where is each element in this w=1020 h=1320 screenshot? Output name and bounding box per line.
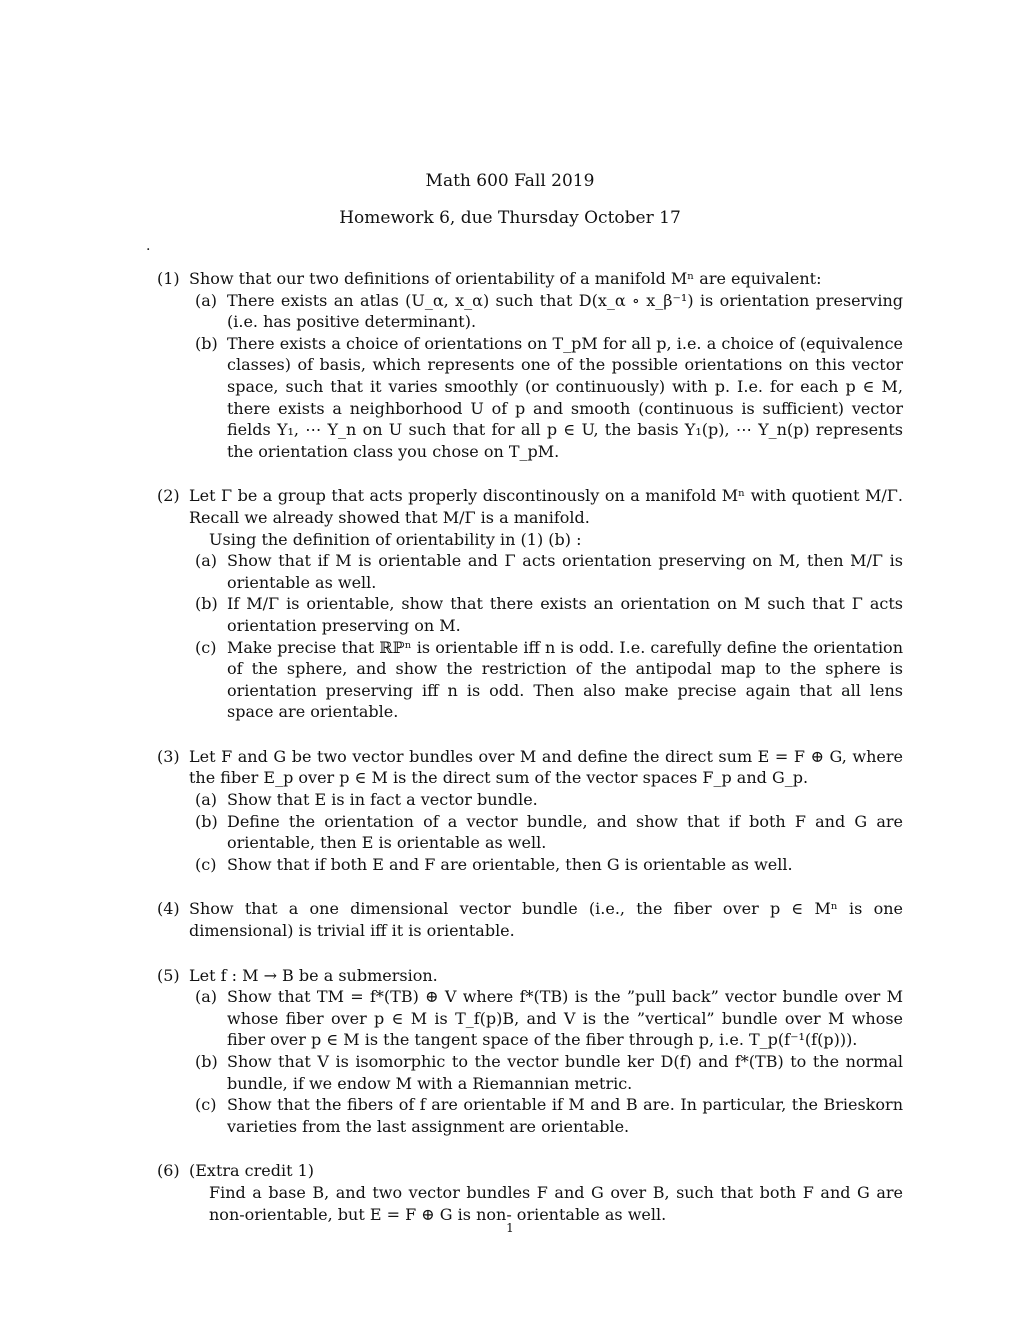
- part-text: If M/Γ is orientable, show that there exists an orientation on M such that Γ acts orientation preserving on M.: [227, 594, 903, 635]
- part-text: Define the orientation of a vector bundle, and show that if both F and G are orientable, then E is orientable as well.: [227, 811, 903, 853]
- part-label: (a): [195, 290, 218, 310]
- part-label: (a): [195, 790, 218, 810]
- document-subtitle: Homework 6, due Thursday October 17: [339, 208, 681, 228]
- problem-4: [151, 898, 903, 941]
- part-label: (c): [195, 637, 217, 657]
- problem-part: [189, 1094, 903, 1137]
- problem-part: [189, 290, 903, 333]
- problem-parts: [189, 290, 903, 463]
- problem-part: [189, 593, 903, 636]
- problem-intro: Let Γ be a group that acts properly discontinously on a manifold Mⁿ with quotient M/Γ. Recall we already showed that M/Γ is a manifold.: [189, 486, 903, 527]
- problem-intro: (Extra credit 1): [189, 1161, 315, 1181]
- part-label: (a): [195, 551, 218, 571]
- problem-number: (6): [157, 1161, 180, 1181]
- problem-5: [151, 965, 903, 1138]
- problem-number: (4): [157, 899, 180, 919]
- problem-parts: [189, 789, 903, 875]
- problem-6: [151, 1160, 903, 1225]
- problem-part: [189, 811, 903, 854]
- problem-intro: Show that a one dimensional vector bundle (i.e., the fiber over p ∈ Mⁿ is one dimensional) is trivial iff it is orientable.: [189, 899, 903, 941]
- problem-part: [189, 789, 903, 811]
- part-text: There exists an atlas (U_α, x_α) such that D(x_α ∘ x_β⁻¹) is orientation preserving (i.e. has positive determinant).: [227, 290, 903, 332]
- problem-part: [189, 550, 903, 593]
- problem-intro-continued: Find a base B, and two vector bundles F and G over B, such that both F and G are non-orientable, but E = F ⊕ G is non- orientable as well.: [209, 1182, 903, 1224]
- part-label: (b): [195, 594, 218, 614]
- problem-2: [151, 485, 903, 723]
- problem-intro: Let f : M → B be a submersion.: [189, 965, 438, 985]
- part-label: (b): [195, 1052, 218, 1071]
- problem-parts: [189, 550, 903, 723]
- part-text: Make precise that ℝℙⁿ is orientable iff n is odd. I.e. carefully define the orientation of the sphere, and show the restriction of the antipodal map to the sphere is orientation preserving iff n is odd. Then also make precise again that all lens space are orientable.: [227, 637, 903, 722]
- problem-3: [151, 746, 903, 876]
- problem-1: [151, 268, 903, 462]
- part-text: Show that the fibers of f are orientable if M and B are. In particular, the Brieskorn varieties from the last assignment are orientable.: [227, 1095, 903, 1136]
- part-text: There exists a choice of orientations on T_pM for all p, i.e. a choice of (equivalence classes) of basis, which represents one of the possible orientations on this vector space, such that it varies smoothly (or continuously) with p. I.e. for each p ∈ M, there exists a neighborhood U of p and smooth (continuous is sufficient) vector fields Y₁, ⋯ Y_n on U such that for all p ∈ U, the basis Y₁(p), ⋯ Y_n(p) represents the orientation class you chose on T_pM.: [227, 333, 903, 461]
- part-text: Show that if both E and F are orientable, then G is orientable as well.: [227, 854, 793, 874]
- problem-part: [189, 854, 903, 876]
- problem-intro: Show that our two definitions of orientability of a manifold Mⁿ are equivalent:: [189, 269, 822, 288]
- problem-part: [189, 637, 903, 723]
- part-label: (a): [195, 987, 218, 1007]
- problem-part: [189, 986, 903, 1051]
- problem-list: [151, 268, 903, 1248]
- stray-dot: .: [146, 238, 151, 254]
- problem-part: [189, 1051, 903, 1094]
- problem-intro: Let F and G be two vector bundles over M and define the direct sum E = F ⊕ G, where the fiber E_p over p ∈ M is the direct sum of the vector spaces F_p and G_p.: [189, 746, 903, 788]
- part-text: Show that V is isomorphic to the vector bundle ker D(f) and f*(TB) to the normal bundle, if we endow M with a Riemannian metric.: [227, 1052, 903, 1093]
- problem-number: (3): [157, 746, 180, 766]
- document-title: Math 600 Fall 2019: [425, 171, 595, 191]
- problem-part: [189, 333, 903, 463]
- page-number: 1: [506, 1221, 514, 1235]
- problem-intro-continued: Using the definition of orientability in (1) (b) :: [209, 529, 582, 549]
- part-label: (c): [195, 854, 217, 874]
- part-text: Show that E is in fact a vector bundle.: [227, 790, 538, 810]
- part-label: (b): [195, 333, 218, 353]
- problem-parts: [189, 986, 903, 1137]
- problem-number: (2): [157, 486, 180, 506]
- problem-number: (5): [157, 965, 180, 985]
- problem-number: (1): [157, 269, 180, 288]
- part-text: Show that TM = f*(TB) ⊕ V where f*(TB) is the ”pull back” vector bundle over M whose fiber over p ∈ M is T_f(p)B, and V is the ”vertical” bundle over M whose fiber over p ∈ M is the tangent space of the fiber through p, i.e. T_p(f⁻¹(f(p))).: [227, 987, 903, 1050]
- part-label: (c): [195, 1095, 217, 1115]
- part-text: Show that if M is orientable and Γ acts orientation preserving on M, then M/Γ is orientable as well.: [227, 551, 903, 592]
- part-label: (b): [195, 811, 218, 831]
